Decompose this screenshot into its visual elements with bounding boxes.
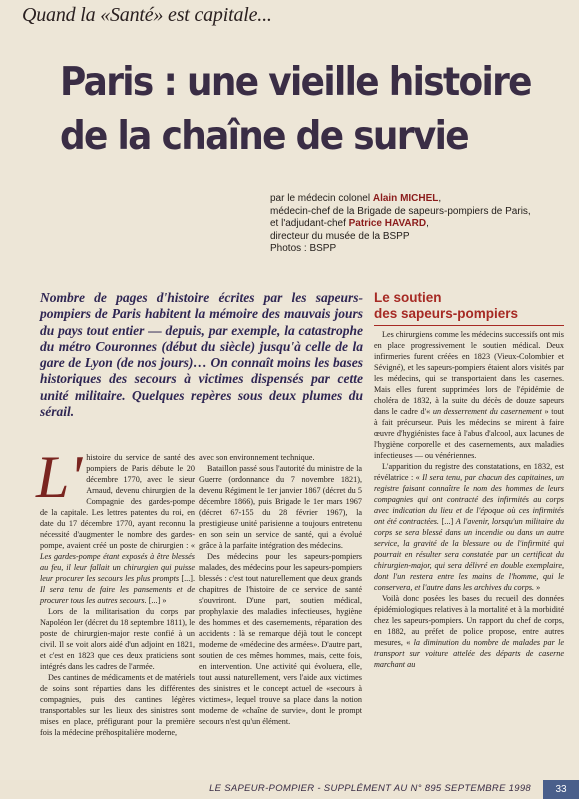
text: [...] [438, 517, 456, 526]
text: [...]. [179, 574, 196, 583]
byline-line-2: médecin-chef de la Brigade de sapeurs-pompiers de Paris, [270, 205, 531, 217]
page-title [60, 56, 531, 164]
byline-line-4: directeur du musée de la BSPP [270, 230, 410, 242]
page-number: 33 [543, 780, 579, 799]
sidebar-column [374, 329, 564, 670]
kicker: Quand la «Santé» est capitale... [22, 4, 272, 26]
paragraph [36, 444, 196, 606]
text: » [534, 583, 541, 592]
quote: la diminution du nombre de malades par le transport sur voiture attelée des départs de caserne marchant au [374, 638, 564, 669]
byline-line-1 [270, 193, 570, 206]
quote: A l'avenir, lorsqu'un militaire du corps se sera blessé dans un incendie ou dans un autre service, la gravité de la blessure ou de l'infirmité qui pourrait en résulter sera constatée par un certificat du chirurgien-major, qui sera délivré en double exemplaire, dont l'un restera entre les mains de l'homme, qui le conservera, et l'autre dans les archives du corps. [374, 517, 565, 592]
byline-line-3 [270, 218, 570, 231]
text: histoire du service de santé des pompiers de Paris débute le 20 décembre 1770, avec le sieur Arnaud, devenu chirurgien de la Compagnie des gardes-pompe de la capitale. Les lettres patentes du roi, en date du 17 décembre 1770, ayant reconnu la nécessité d'augmenter le nombre des gardes-pompe, avaient créé un poste de chirurgien : « [40, 453, 195, 550]
byline-text: , [438, 193, 442, 204]
text: Voilà donc posées les bases du recueil des données épidémiologiques relatives à la mortalité et à la morbidité chez les sapeurs-pompiers. Un rapport du chef de corps, en 1882, au préfet de police propose, entre autres mesures, « [374, 594, 564, 647]
paragraph: Lors de la militarisation du corps par Napoléon Ier (décret du 18 septembre 1811), le poste de chirurgien-major reste confié à un civil. Il se voit alors aidé d'un adjoint en 1821, et c'est en 1823 que ces deux praticiens sont intégrés dans les cadres de l'armée. [40, 607, 195, 671]
body-column-2 [199, 452, 362, 727]
paragraph [374, 593, 564, 670]
sidebar-divider [374, 325, 564, 326]
byline-text: et l'adjudant-chef [270, 218, 349, 229]
text: [...] » [146, 596, 167, 605]
text: » tout à fait précurseur. Puis les médecins se mirent à faire œuvre d'hygiénistes face à l'abus d'alcool, aux lacunes de l'hygiène corporelle et des casernements, aux maladies infectieuses — ou vénériennes. [374, 407, 564, 460]
sidebar-title [374, 290, 564, 322]
paragraph: Des médecins pour les sapeurs-pompiers malades, des médecins pour les sapeurs-pompiers blessés : c'est tout naturellement que deux grands chapitres de l'histoire de ce service de santé s'ouvriront. D'une part, soutien médical, prophylaxie des maladies infectieuses, hygiène des hommes et des casernements, réparation des accidents : là se remarque déjà tout le concept moderne de «médecine des armées». D'autre part, soutien de ces mêmes hommes, mais, cette fois, en intervention. Une activité qui évoluera, elle, tout aussi naturellement, vers l'aide aux victimes des sinistres et le concept actuel de «secours à victimes», lequel trouve sa place dans la notion moderne de «chaîne de survie», dont le prompt secours n'est qu'un élément. [199, 552, 362, 726]
text: L'apparition du registre des constatations, en 1832, est révélatrice : « [374, 462, 564, 482]
title-line-1: Paris : une vieille histoire [60, 60, 531, 105]
paragraph: avec son environnement technique. [199, 453, 315, 462]
drop-cap: L' [36, 444, 83, 510]
byline-text: , [426, 218, 429, 229]
publication-info: LE SAPEUR-POMPIER - SUPPLÉMENT AU N° 895 SEPTEMBRE 1998 [209, 783, 531, 794]
sidebar-title-line-1: Le soutien [374, 290, 442, 305]
sidebar-title-line-2: des sapeurs-pompiers [374, 306, 519, 321]
body-column-1 [36, 444, 196, 738]
text: Les chirurgiens comme les médecins successifs ont mis en place progressivement le soutien médical. Deux infirmeries furent créées en 1823 (Vieux-Colombier et Sévigné), et les sapeurs-pompiers étaient alors visités par les médecins, qui se transportaient dans les casernes. Mais elles furent supprimées lors de l'épidémie de choléra de 1832, à la suite du décès de douze sapeurs dans le cadre d'« [374, 330, 564, 416]
paragraph: Des cantines de médicaments et de matériels de soins sont réparties dans les différentes compagnies, puis des cantines légères transportables sur les lieux des sinistres sont mises en place, préfigurant pour la première fois la médecine préhospitalière moderne, [40, 673, 195, 737]
quote: Les gardes-pompe étant exposés à être blessés au feu, il leur fallait un chirurgien qui puisse leur procurer les secours les plus prompts [40, 552, 195, 583]
byline-text: par le médecin colonel [270, 193, 373, 204]
quote: Il sera tenu de faire les pansements et de procurer tous les autres secours. [40, 585, 195, 605]
paragraph [374, 329, 564, 461]
paragraph: Bataillon passé sous l'autorité du ministre de la Guerre (ordonnance du 7 novembre 1821), devenu Régiment le 1er janvier 1867 (décret du 5 décembre 1866), puis Brigade le 1er mars 1967 (décret 67-155 du 28 février 1967), la prestigieuse unité parisienne a toujours entretenu en son sein un service de santé, qui a évolué grâce à la parfaite intégration des médecins. [199, 464, 362, 550]
page-footer [0, 780, 579, 799]
paragraph [374, 461, 564, 593]
intro-paragraph: Nombre de pages d'histoire écrites par les sapeurs-pompiers de Paris habitent la mémoire des mauvais jours du pays tout entier — depuis, par exemple, la catastrophe du métro Couronnes (début du siècle) jusqu'à celle de la gare de Lyon (de nos jours)… On connaît moins les bases historiques des secours à victimes dispensés par cette unité militaire. Quelques repères sous deux plumes du sérail. [40, 290, 363, 420]
photo-credit: Photos : BSPP [270, 243, 337, 254]
quote: un desserrement du casernement [432, 407, 542, 416]
author-name-2: Patrice HAVARD [348, 218, 427, 229]
quote: Il sera tenu, par chacun des capitaines, un registre faisant connaître le nom des hommes de leurs compagnies qui ont contracté des infirmités au corps avec indication du lieu et de l'époque où ces infirmités ont été contractées. [374, 473, 564, 526]
title-line-2: de la chaîne de survie [60, 114, 468, 159]
byline [270, 193, 570, 256]
author-name-1: Alain MICHEL [372, 193, 439, 204]
